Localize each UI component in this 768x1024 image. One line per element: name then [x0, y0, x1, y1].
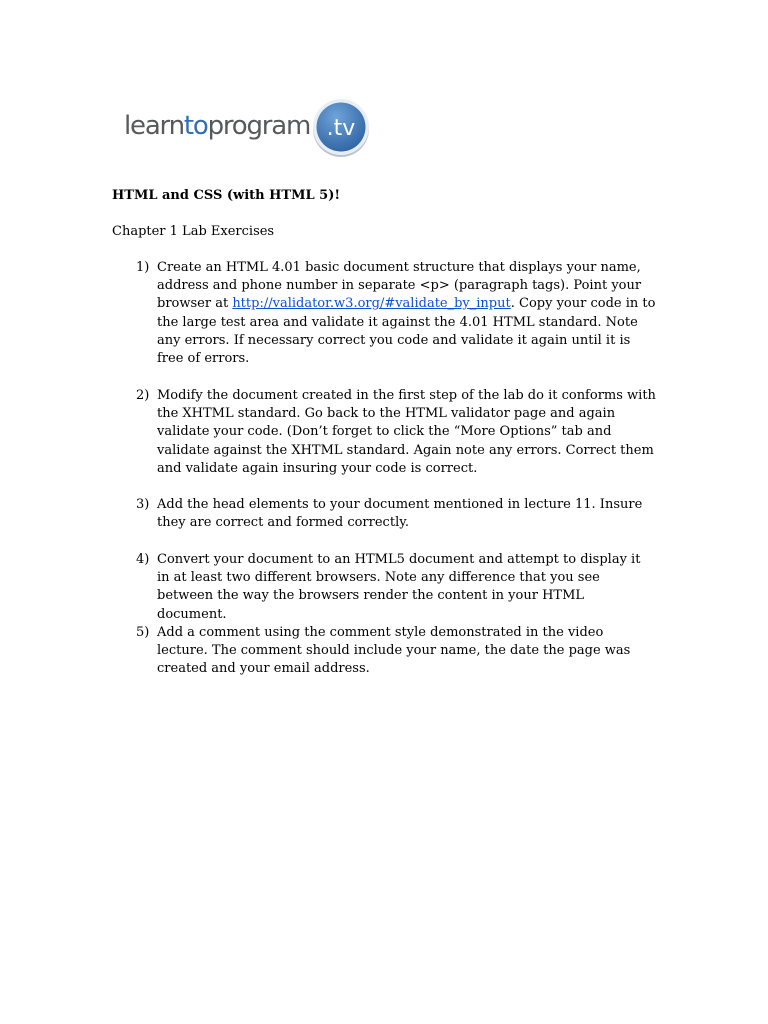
exercise-item: [136, 496, 656, 532]
exercise-number: 3): [136, 497, 150, 512]
exercise-number: 2): [136, 388, 150, 403]
logo-tv-badge: [310, 96, 372, 158]
logo-wordmark: [124, 110, 310, 142]
exercise-text: Add a comment using the comment style demonstrated in the video lecture. The comment should include your name, the date the page was created and your email address.: [157, 625, 631, 677]
exercise-text-after-link: . Copy your code in to the large test area and validate it against the 4.01 HTML standard. Note any errors. If necessary correct you code and validate it again until it is free of errors.: [157, 296, 656, 367]
logo-badge-text: .tv: [326, 116, 356, 141]
document-subtitle: Chapter 1 Lab Exercises: [112, 224, 275, 239]
logo-text-program: program: [207, 111, 311, 141]
exercise-text: Convert your document to an HTML5 document and attempt to display it in at least two different browsers. Note any difference that you see between the way the browsers render the content in your HTML document.: [157, 552, 641, 622]
exercise-number: 1): [136, 260, 150, 275]
exercise-item: [136, 259, 656, 368]
exercise-text: Modify the document created in the first step of the lab do it conforms with the XHTML standard. Go back to the HTML validator page and again validate your code. (Don’t forget to click the “More Options” tab and validate against the XHTML standard. Again note any errors. Correct them and validate again insuring your code is correct.: [157, 388, 656, 476]
exercise-text-before-link: Create an HTML 4.01 basic document structure that displays your name, address and phone number in separate <p> (paragraph tags). Point your browser at: [157, 260, 642, 312]
exercise-item: [136, 624, 656, 679]
exercise-item: [136, 387, 656, 478]
exercise-text: Add the head elements to your document mentioned in lecture 11. Insure they are correct and formed correctly.: [157, 497, 643, 531]
logo-text-learn: learn: [124, 111, 184, 141]
exercise-number: 5): [136, 625, 150, 640]
exercise-number: 4): [136, 552, 150, 567]
logo-text-to: to: [183, 111, 208, 141]
learntoprogram-logo: [124, 96, 374, 162]
exercise-text: [157, 259, 656, 368]
document-title: HTML and CSS (with HTML 5)!: [112, 188, 341, 203]
exercise-item: [136, 551, 656, 624]
validator-link[interactable]: http://validator.w3.org/#validate_by_input: [232, 296, 511, 312]
